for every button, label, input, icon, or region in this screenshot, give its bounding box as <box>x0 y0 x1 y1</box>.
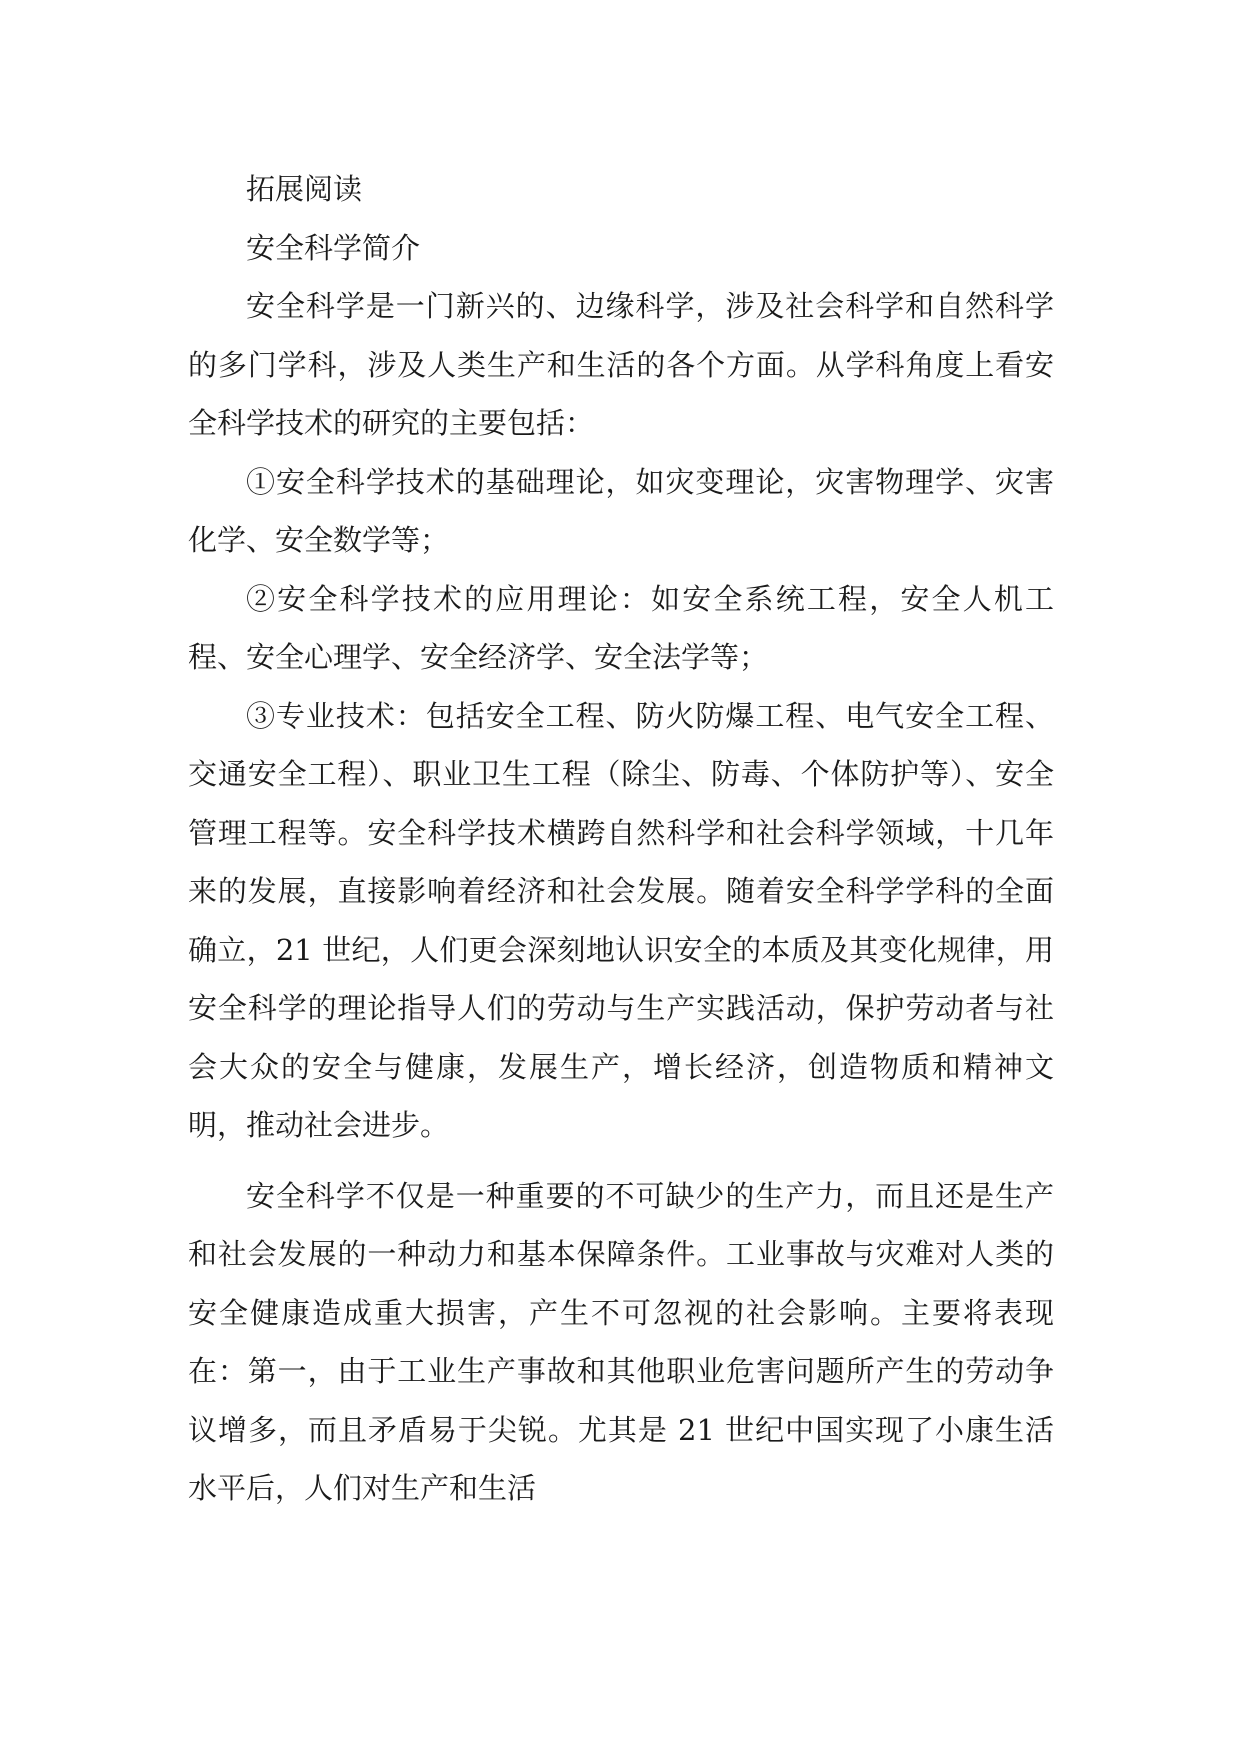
paragraph-item-2: ②安全科学技术的应用理论：如安全系统工程，安全人机工程、安全心理学、安全经济学、安全法学等； <box>188 581 1054 674</box>
paragraph-productivity: 安全科学不仅是一种重要的不可缺少的生产力，而且还是生产和社会发展的一种动力和基本保障条件。工业事故与灾难对人类的安全健康造成重大损害，产生不可忽视的社会影响。主要将表现在：第一，由于工业生产事故和其他职业危害问题所产生的劳动争议增多，而且矛盾易于尖锐。尤其是 21 世纪中国实现了小康生活水平后，人们对生产和生活 <box>188 1178 1054 1505</box>
paragraph-item-1: ①安全科学技术的基础理论，如灾变理论，灾害物理学、灾害化学、安全数学等； <box>188 464 1054 557</box>
paragraph-item-3: ③专业技术：包括安全工程、防火防爆工程、电气安全工程、交通安全工程）、职业卫生工程（除尘、防毒、个体防护等）、安全管理工程等。安全科学技术横跨自然科学和社会科学领域，十几年来的发展，直接影响着经济和社会发展。随着安全科学学科的全面确立，21 世纪，人们更会深刻地认识安全的本质及其变化规律，用安全科学的理论指导人们的劳动与生产实践活动，保护劳动者与社会大众的安全与健康，发展生产，增长经济，创造物质和精神文明，推动社会进步。 <box>188 698 1054 1142</box>
paragraph-heading-safety-science-intro: 安全科学简介 <box>246 230 421 265</box>
paragraph-intro: 安全科学是一门新兴的、边缘科学，涉及社会科学和自然科学的多门学科，涉及人类生产和生活的各个方面。从学科角度上看安全科学技术的研究的主要包括： <box>188 289 1054 440</box>
paragraph-heading-extended-reading: 拓展阅读 <box>246 172 363 206</box>
document-body <box>188 160 1054 1518</box>
